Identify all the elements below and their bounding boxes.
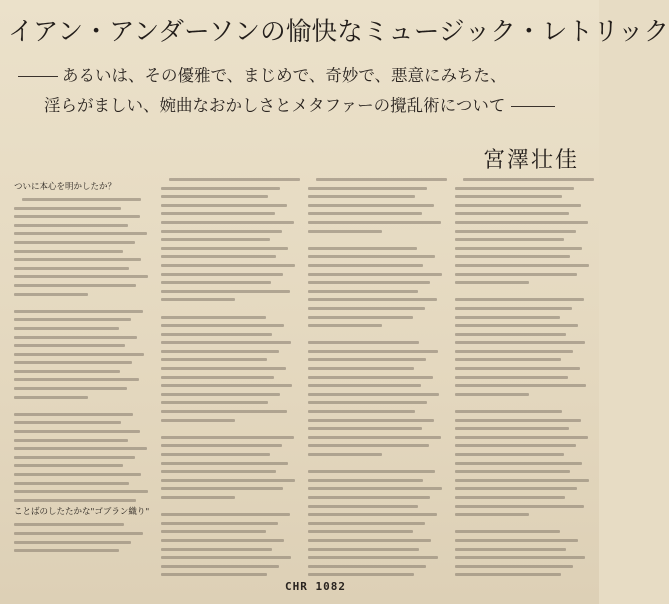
text-line — [161, 281, 271, 284]
text-line — [455, 187, 574, 190]
text-line — [14, 284, 136, 287]
text-line — [161, 204, 287, 207]
text-line — [455, 307, 572, 310]
text-line — [14, 232, 147, 235]
text-line — [161, 230, 282, 233]
text-line — [14, 224, 128, 227]
text-line — [455, 358, 561, 361]
text-line — [161, 539, 284, 542]
text-line — [455, 238, 564, 241]
text-line — [455, 470, 570, 473]
text-line — [455, 548, 566, 551]
text-line — [308, 204, 434, 207]
text-line — [455, 230, 576, 233]
text-line — [308, 341, 419, 344]
text-line — [14, 258, 141, 261]
text-line — [161, 187, 280, 190]
text-line — [161, 290, 290, 293]
text-line — [308, 230, 382, 233]
text-line — [14, 421, 121, 424]
text-line — [308, 548, 419, 551]
text-line — [308, 393, 439, 396]
text-line — [161, 436, 294, 439]
text-line — [455, 513, 529, 516]
text-line — [14, 482, 129, 485]
subtitle-line-2-text: 淫らがましい、婉曲なおかしさとメタファーの攪乱術について — [44, 96, 506, 115]
text-line — [308, 255, 435, 258]
text-line — [308, 401, 427, 404]
text-line — [161, 487, 283, 490]
text-line — [455, 376, 568, 379]
text-line — [308, 427, 422, 430]
text-line — [161, 247, 288, 250]
paragraph-gap — [14, 404, 148, 413]
subtitle-rule-right — [511, 106, 555, 107]
text-line — [455, 298, 584, 301]
text-line — [161, 513, 290, 516]
text-line — [455, 333, 566, 336]
text-line — [161, 316, 266, 319]
text-line — [308, 264, 423, 267]
text-column-4-lines — [455, 178, 589, 576]
text-line — [308, 565, 426, 568]
text-line — [455, 195, 562, 198]
text-line — [14, 473, 141, 476]
text-line — [455, 419, 581, 422]
text-line — [455, 221, 588, 224]
text-line — [308, 307, 425, 310]
text-line — [161, 212, 275, 215]
text-line — [308, 367, 414, 370]
paragraph-gap — [455, 290, 589, 299]
text-line — [308, 281, 430, 284]
text-line — [14, 447, 147, 450]
text-line — [14, 490, 148, 493]
text-line — [455, 539, 578, 542]
subtitle-line-1-text: あるいは、その優雅で、まじめで、奇妙で、悪意にみちた、 — [62, 66, 507, 85]
paragraph-gap — [308, 462, 442, 471]
paragraph-gap — [161, 427, 295, 436]
text-line — [14, 310, 143, 313]
text-line — [455, 341, 585, 344]
text-line — [14, 370, 120, 373]
text-line — [161, 401, 268, 404]
text-line — [14, 353, 144, 356]
text-line — [308, 556, 438, 559]
text-line — [169, 178, 300, 181]
text-line — [455, 393, 529, 396]
text-column-3-lines — [308, 178, 442, 576]
text-line — [308, 453, 382, 456]
text-line — [308, 316, 413, 319]
text-line — [455, 384, 586, 387]
text-line — [14, 241, 135, 244]
text-line — [308, 573, 414, 576]
text-line — [308, 479, 423, 482]
text-line — [455, 264, 589, 267]
text-line — [161, 444, 282, 447]
section-heading-2: ことばのしたたかな"ゴブラン織り" — [14, 507, 150, 518]
text-line — [14, 549, 119, 552]
text-column-1-lines — [14, 198, 148, 552]
text-line — [14, 327, 119, 330]
text-line — [455, 496, 565, 499]
text-line — [14, 456, 135, 459]
text-line — [161, 393, 280, 396]
text-line — [14, 541, 131, 544]
text-line — [14, 532, 143, 535]
text-line — [14, 464, 123, 467]
text-line — [14, 413, 133, 416]
text-line — [14, 207, 121, 210]
text-line — [308, 496, 430, 499]
body-text-columns — [14, 178, 590, 573]
text-line — [14, 523, 124, 526]
text-line — [455, 556, 585, 559]
text-line — [161, 367, 286, 370]
subtitle-line-1 — [18, 62, 598, 86]
text-line — [455, 324, 578, 327]
text-line — [161, 341, 291, 344]
text-line — [308, 522, 425, 525]
text-line — [308, 187, 427, 190]
text-line — [161, 264, 295, 267]
text-line — [161, 376, 274, 379]
paragraph-gap — [455, 522, 589, 531]
text-line — [308, 324, 382, 327]
text-line — [308, 212, 422, 215]
text-column-2 — [161, 178, 295, 573]
text-line — [161, 358, 267, 361]
text-column-2-lines — [161, 178, 295, 576]
text-line — [161, 453, 270, 456]
text-line — [308, 419, 434, 422]
text-line — [455, 479, 589, 482]
text-line — [308, 505, 418, 508]
text-line — [308, 195, 415, 198]
text-line — [455, 573, 561, 576]
text-line — [308, 221, 441, 224]
text-line — [455, 204, 581, 207]
text-line — [455, 316, 560, 319]
text-line — [455, 436, 588, 439]
text-line — [455, 453, 564, 456]
text-line — [455, 444, 576, 447]
text-line — [14, 430, 140, 433]
text-line — [161, 496, 235, 499]
text-line — [161, 238, 270, 241]
text-line — [161, 298, 235, 301]
text-line — [161, 530, 266, 533]
text-line — [161, 221, 294, 224]
text-line — [14, 250, 123, 253]
text-line — [161, 470, 276, 473]
text-line — [463, 178, 594, 181]
text-line — [308, 530, 413, 533]
text-column-4 — [455, 178, 589, 573]
text-line — [455, 247, 582, 250]
text-line — [308, 273, 442, 276]
text-line — [14, 336, 137, 339]
text-line — [455, 462, 582, 465]
document-title: イアン・アンダーソンの愉快なミュージック・レトリック — [8, 17, 669, 47]
text-line — [308, 358, 426, 361]
text-line — [14, 215, 140, 218]
text-line — [14, 361, 132, 364]
subtitle-rule-left — [18, 76, 58, 77]
text-line — [14, 439, 128, 442]
text-line — [161, 565, 279, 568]
text-line — [455, 255, 570, 258]
text-line — [161, 410, 287, 413]
text-line — [161, 333, 272, 336]
text-line — [161, 350, 279, 353]
paragraph-gap — [455, 401, 589, 410]
subtitle-line-2 — [44, 92, 624, 116]
text-line — [14, 318, 131, 321]
text-column-1 — [14, 178, 148, 573]
text-line — [308, 410, 415, 413]
text-line — [161, 255, 276, 258]
text-line — [308, 350, 438, 353]
paragraph-gap — [308, 333, 442, 342]
text-line — [455, 350, 573, 353]
text-line — [455, 273, 577, 276]
text-line — [455, 487, 577, 490]
text-line — [14, 396, 88, 399]
text-line — [308, 487, 442, 490]
section-heading-1: ついに本心を明かしたか？ — [14, 182, 117, 192]
text-line — [14, 344, 125, 347]
text-line — [14, 378, 139, 381]
text-line — [455, 427, 569, 430]
text-line — [161, 548, 272, 551]
text-line — [455, 505, 584, 508]
text-line — [161, 273, 283, 276]
paragraph-gap — [161, 505, 295, 514]
text-line — [161, 324, 284, 327]
text-line — [308, 470, 435, 473]
text-line — [316, 178, 447, 181]
text-line — [308, 247, 417, 250]
text-line — [455, 530, 560, 533]
text-line — [161, 195, 268, 198]
text-line — [455, 367, 580, 370]
text-line — [308, 436, 441, 439]
text-line — [161, 384, 292, 387]
text-line — [308, 513, 437, 516]
text-line — [161, 479, 295, 482]
text-line — [161, 573, 267, 576]
text-line — [161, 419, 235, 422]
text-line — [14, 267, 129, 270]
text-line — [14, 275, 148, 278]
catalog-number: CHR 1082 — [285, 580, 346, 593]
text-line — [308, 376, 433, 379]
paragraph-gap — [14, 301, 148, 310]
text-line — [14, 499, 136, 502]
text-line — [161, 462, 288, 465]
text-line — [14, 387, 127, 390]
text-line — [308, 444, 429, 447]
text-line — [308, 298, 437, 301]
text-line — [455, 565, 573, 568]
text-line — [308, 539, 431, 542]
text-line — [14, 293, 88, 296]
text-line — [455, 410, 562, 413]
text-column-3 — [308, 178, 442, 573]
text-line — [161, 556, 291, 559]
author-name: 宮澤壮佳 — [482, 148, 579, 173]
text-line — [308, 290, 418, 293]
paragraph-gap — [161, 307, 295, 316]
text-line — [308, 384, 421, 387]
text-line — [161, 522, 278, 525]
text-line — [455, 281, 529, 284]
paragraph-gap — [308, 238, 442, 247]
text-line — [22, 198, 141, 201]
text-line — [455, 212, 569, 215]
